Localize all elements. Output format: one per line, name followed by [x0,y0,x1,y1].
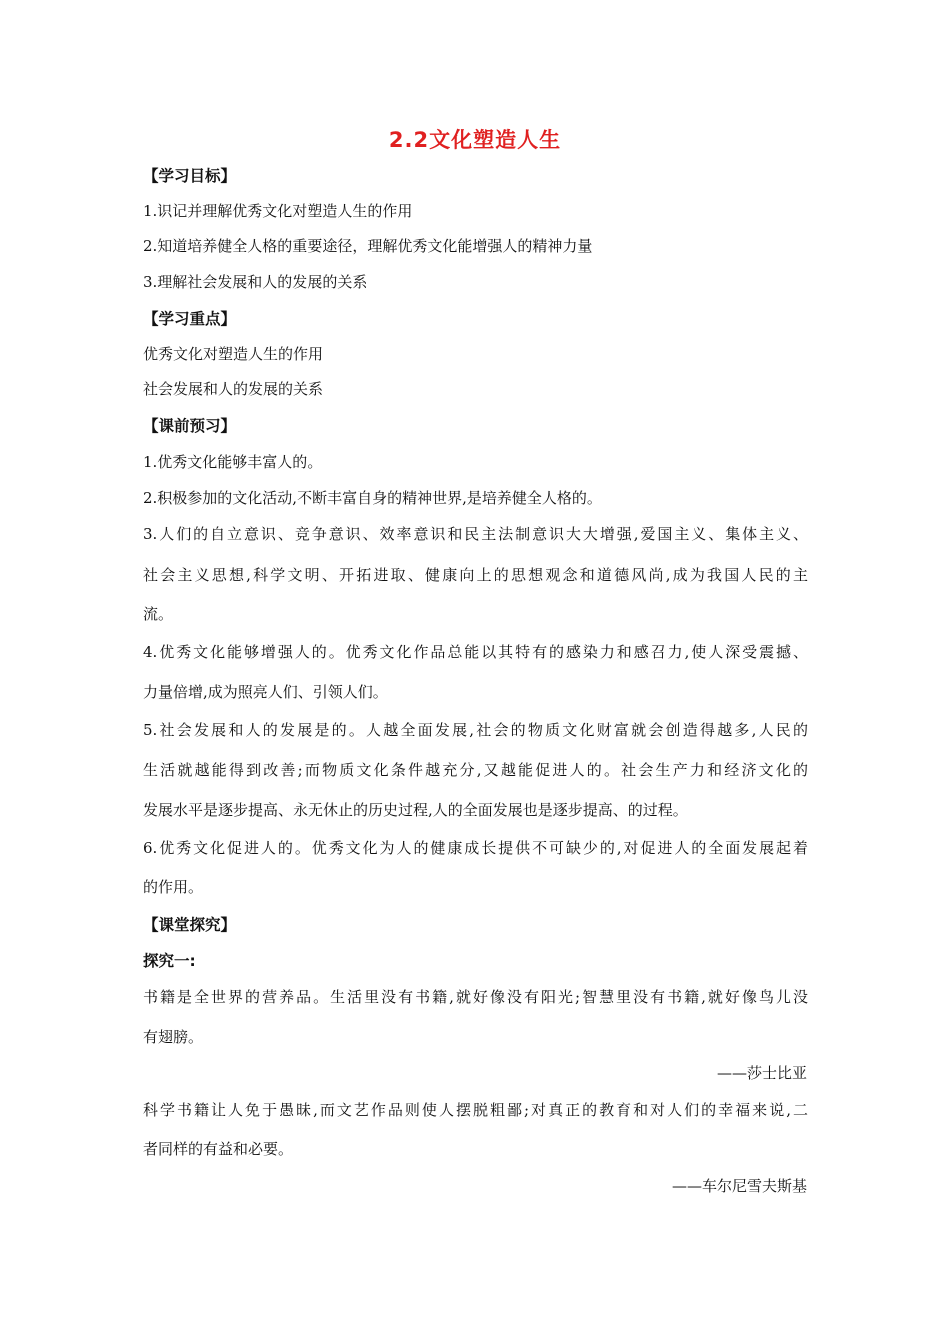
preview-line: 1.优秀文化能够丰富人的。 [143,453,323,471]
focus-item: 社会发展和人的发展的关系 [143,380,324,398]
preview-line: 发展水平是逐步提高、永无休止的历史过程,人的全面发展也是逐步提高、的过程。 [143,801,688,819]
goal-item: 1.识记并理解优秀文化对塑造人生的作用 [143,202,413,220]
preview-line: 6.优秀文化促进人的。优秀文化为人的健康成长提供不可缺少的,对促进人的全面发展起着 [143,839,808,857]
preview-line: 社会主义思想,科学文明、开拓进取、健康向上的思想观念和道德风尚,成为我国人民的主 [143,566,808,584]
preview-line: 4.优秀文化能够增强人的。优秀文化作品总能以其特有的感染力和感召力,使人深受震撼、 [143,643,808,661]
quote-line: 有翅膀。 [143,1028,204,1046]
goal-item: 2.知道培养健全人格的重要途径，理解优秀文化能增强人的精神力量 [143,237,593,255]
goal-item: 3.理解社会发展和人的发展的关系 [143,273,368,291]
quote-attribution: ——莎士比亚 [716,1064,807,1082]
quote-line: 科学书籍让人免于愚昧,而文艺作品则使人摆脱粗鄙;对真正的教育和对人们的幸福来说,二 [143,1101,808,1119]
quote-attribution: ——车尔尼雪夫斯基 [671,1177,807,1195]
preview-line: 力量倍增,成为照亮人们、引领人们。 [143,683,388,701]
preview-line: 3.人们的自立意识、竞争意识、效率意识和民主法制意识大大增强,爱国主义、集体主义、 [143,525,808,543]
explore-subheading: 探究一: [143,952,196,970]
focus-item: 优秀文化对塑造人生的作用 [143,345,324,363]
section-heading-preview: 【课前预习】 [143,417,237,435]
page-title: 2.2文化塑造人生 [388,128,562,152]
preview-line: 生活就越能得到改善;而物质文化条件越充分,又越能促进人的。社会生产力和经济文化的 [143,761,808,779]
preview-line: 的作用。 [143,878,204,896]
quote-line: 书籍是全世界的营养品。生活里没有书籍,就好像没有阳光;智慧里没有书籍,就好像鸟儿没 [143,988,808,1006]
preview-line: 5.社会发展和人的发展是的。人越全面发展,社会的物质文化财富就会创造得越多,人民的 [143,721,808,739]
preview-line: 流。 [143,605,174,623]
quote-line: 者同样的有益和必要。 [143,1140,294,1158]
section-heading-focus: 【学习重点】 [143,310,237,328]
preview-line: 2.积极参加的文化活动,不断丰富自身的精神世界,是培养健全人格的。 [143,489,602,507]
section-heading-goals: 【学习目标】 [143,167,237,185]
section-heading-explore: 【课堂探究】 [143,916,237,934]
